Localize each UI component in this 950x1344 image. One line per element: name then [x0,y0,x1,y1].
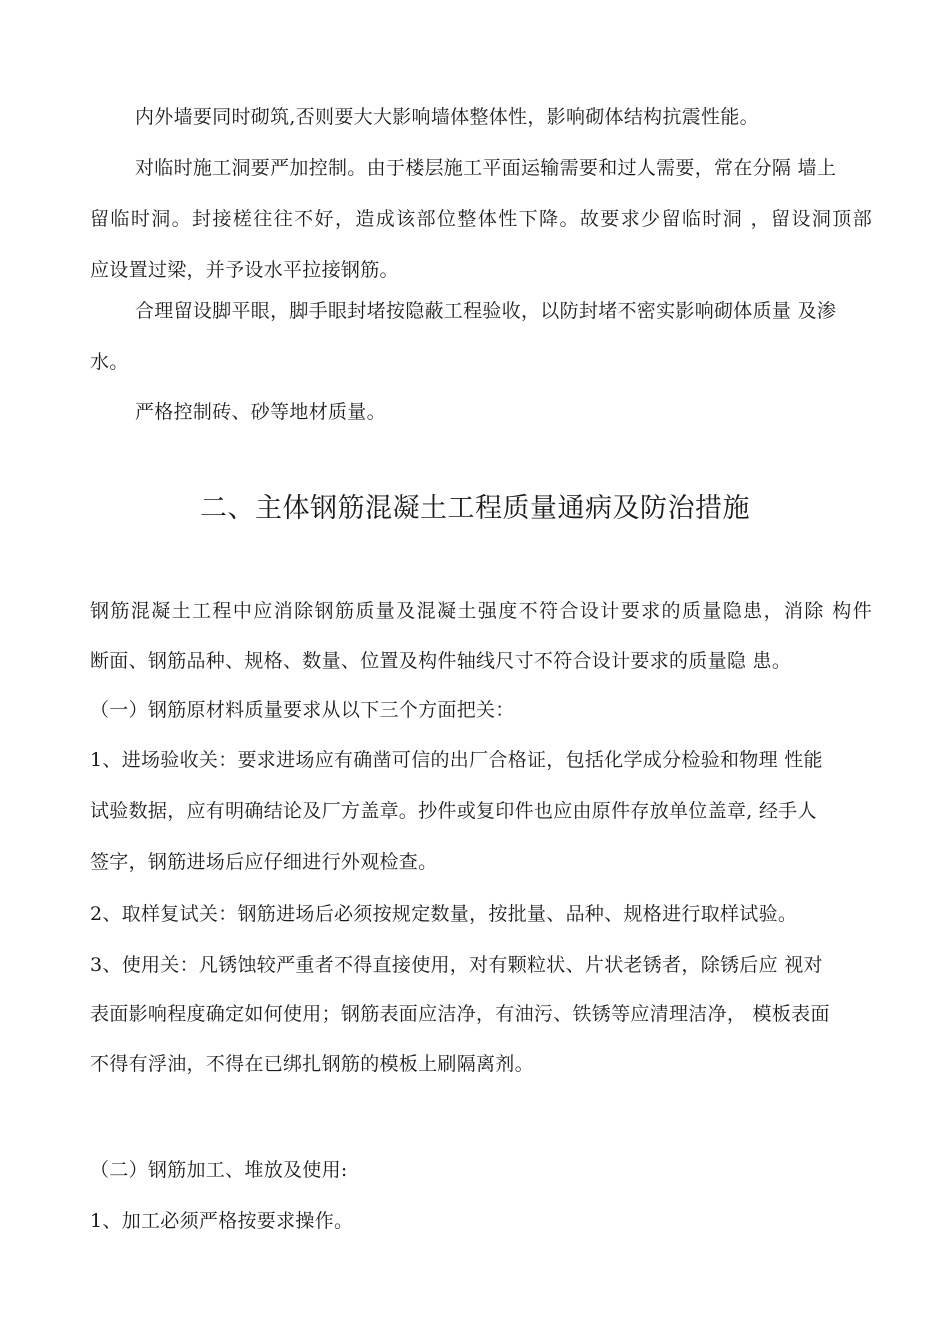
item-1-line3: 签字，钢筋进场后应仔细进行外观检查。 [90,851,438,873]
item-3-line2: 表面影响程度确定如何使用；钢筋表面应洁净，有油污、铁锈等应清理洁净， 模板表面 [90,1003,830,1025]
subsection-title-processing: （二）钢筋加工、堆放及使用: [90,1159,348,1181]
paragraph-scaffold-holes-line1: 合理留设脚平眼，脚手眼封堵按隐蔽工程验收，以防封堵不密实影响砌体质量 及渗 [135,300,837,322]
item-1-line1: 1、进场验收关：要求进场应有确凿可信的出厂合格证，包括化学成分检验和物理 性能 [90,749,823,771]
paragraph-temp-openings-line1: 对临时施工洞要严加控制。由于楼层施工平面运输需要和过人需要，常在分隔 墙上 [135,157,837,179]
paragraph-material-quality: 严格控制砖、砂等地材质量。 [135,401,386,423]
paragraph-wall-masonry: 内外墙要同时砌筑,否则要大大影响墙体整体性，影响砌体结构抗震性能。 [135,106,759,128]
paragraph-scaffold-holes-line2: 水。 [90,351,129,373]
paragraph-temp-openings-line3: 应设置过梁，并予设水平拉接钢筋。 [90,259,399,281]
paragraph-temp-openings-line2: 留临时洞。封接槎往往不好，造成该部位整体性下降。故要求少留临时洞 ，留设洞顶部 [90,208,872,230]
item-3-line3: 不得有浮油，不得在已绑扎钢筋的模板上刷隔离剂。 [90,1053,534,1075]
item-3-line1: 3、使用关：凡锈蚀较严重者不得直接使用，对有颗粒状、片状老锈者，除锈后应 视对 [90,954,823,976]
intro-line2: 断面、钢筋品种、规格、数量、位置及构件轴线尺寸不符合设计要求的质量隐 患。 [90,650,792,672]
processing-item-1: 1、加工必须严格按要求操作。 [90,1210,354,1232]
intro-line1: 钢筋混凝土工程中应消除钢筋质量及混凝土强度不符合设计要求的质量隐患，消除 构件 [90,600,872,622]
subsection-title-raw-materials: （一）钢筋原材料质量要求从以下三个方面把关： [90,699,515,721]
section-heading: 二、主体钢筋混凝土工程质量通病及防治措施 [200,493,750,524]
item-1-line2: 试验数据，应有明确结论及厂方盖章。抄件或复印件也应由原件存放单位盖章, 经手人 [90,800,817,822]
item-2: 2、取样复试关：钢筋进场后必须按规定数量，按批量、品种、规格进行取样试验。 [90,903,798,925]
